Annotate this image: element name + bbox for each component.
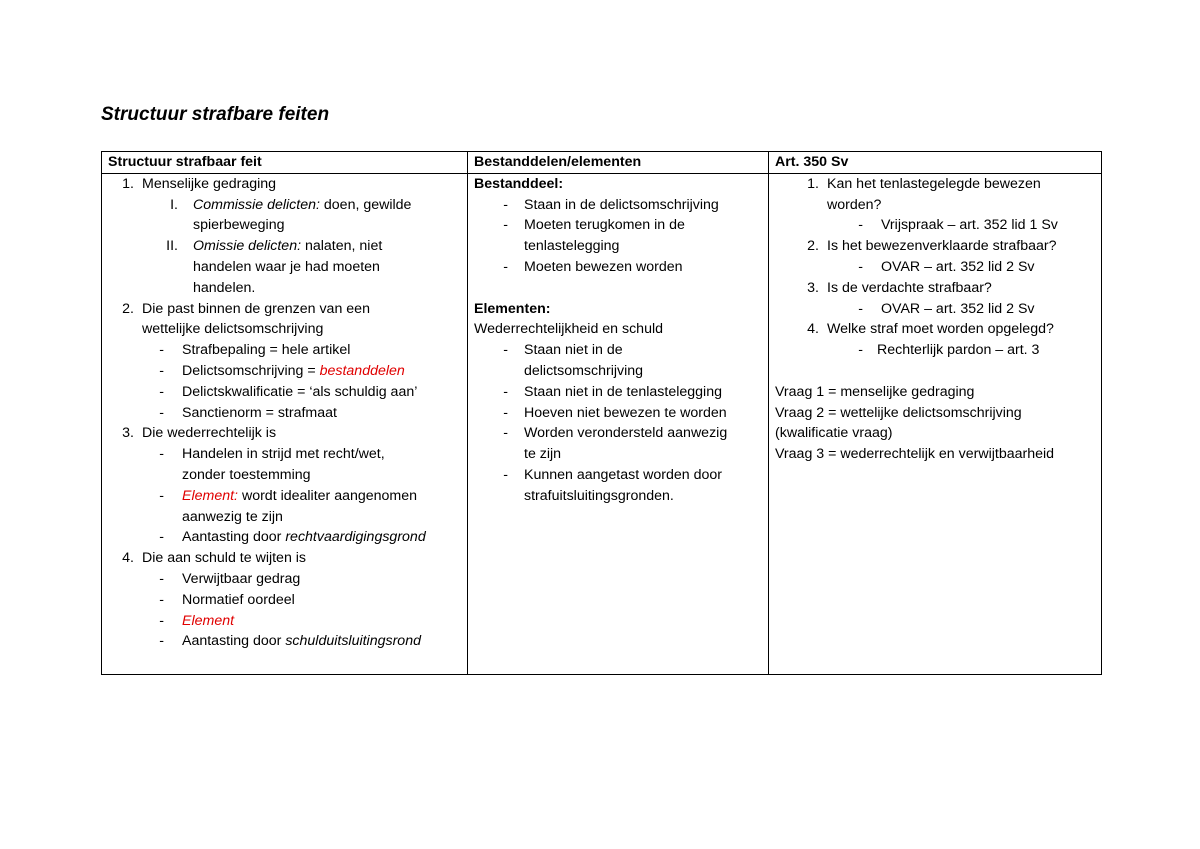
list-item: - OVAR – art. 352 lid 2 Sv <box>858 258 1035 275</box>
note-line: Vraag 1 = menselijke gedraging <box>775 383 975 400</box>
list-item: II. Omissie delicten: nalaten, niet handelen waar je had moeten handelen. <box>166 238 383 296</box>
list-item: - Sanctienorm = strafmaat <box>159 404 337 421</box>
list-item: - Moeten bewezen worden <box>503 258 683 275</box>
header-art350: Art. 350 Sv <box>769 152 1102 174</box>
list-item: - Verwijtbaar gedrag <box>159 570 301 587</box>
header-bestanddelen: Bestanddelen/elementen <box>468 152 769 174</box>
list-item: - Strafbepaling = hele artikel <box>159 342 351 359</box>
list-item: 4. Die aan schuld te wijten is <box>122 550 307 567</box>
note-line: (kwalificatie vraag) <box>775 425 893 442</box>
elementen-subheading: Wederrechtelijkheid en schuld <box>474 321 664 338</box>
list-item: 2. Is het bewezenverklaarde strafbaar? <box>807 238 1057 255</box>
note-line: Vraag 2 = wettelijke delictsomschrijving <box>775 404 1022 421</box>
list-item: - Handelen in strijd met recht/wet, zonder toestemming <box>159 446 385 483</box>
list-item: - Worden verondersteld aanwezig te zijn <box>503 425 728 463</box>
list-item: 1. Kan het tenlastegelegde bewezen worden? <box>807 175 1041 213</box>
list-item: - Delictskwalificatie = ‘als schuldig aan’ <box>159 383 418 400</box>
page-title: Structuur strafbare feiten <box>101 104 330 125</box>
list-item: 4. Welke straf moet worden opgelegd? <box>807 321 1054 338</box>
list-item: 1. Menselijke gedraging <box>122 175 277 192</box>
list-item: 3. Is de verdachte strafbaar? <box>807 279 992 296</box>
header-structuur: Structuur strafbaar feit <box>102 152 468 174</box>
list-item: - Rechterlijk pardon – art. 3 <box>858 342 1040 359</box>
list-item: - Delictsomschrijving = bestanddelen <box>159 362 405 379</box>
list-item: - Aantasting door schulduitsluitingsrond <box>159 633 421 650</box>
bestanddeel-heading: Bestanddeel: <box>474 175 564 192</box>
list-item: - Hoeven niet bewezen te worden <box>503 404 727 421</box>
list-item: - Element: wordt idealiter aangenomen aanwezig te zijn <box>159 487 418 525</box>
list-item: I. Commissie delicten: doen, gewilde spierbeweging <box>170 196 412 234</box>
note-line: Vraag 3 = wederrechtelijk en verwijtbaarheid <box>775 446 1055 463</box>
table-body-row <box>102 173 1102 674</box>
list-item: - Kunnen aangetast worden door strafuitsluitingsgronden. <box>503 466 722 504</box>
structure-table <box>101 151 1102 675</box>
list-item: - Moeten terugkomen in de tenlastelegging <box>503 217 685 255</box>
list-item: - Element <box>159 612 235 629</box>
table-header-row <box>102 152 1102 174</box>
list-item: - Staan niet in de delictsomschrijving <box>503 342 644 379</box>
list-item: - Vrijspraak – art. 352 lid 1 Sv <box>858 217 1058 234</box>
cell-art350 <box>769 173 1102 674</box>
list-item: 2. Die past binnen de grenzen van een wettelijke delictsomschrijving <box>122 300 370 338</box>
list-item: - Aantasting door rechtvaardigingsgrond <box>159 529 426 546</box>
cell-bestanddelen <box>468 173 769 674</box>
list-item: 3. Die wederrechtelijk is <box>122 425 277 442</box>
list-item: - OVAR – art. 352 lid 2 Sv <box>858 300 1035 317</box>
list-item: - Staan in de delictsomschrijving <box>503 196 719 213</box>
list-item: - Staan niet in de tenlastelegging <box>503 383 722 400</box>
elementen-heading: Elementen: <box>474 300 551 317</box>
cell-structuur <box>102 173 468 674</box>
list-item: - Normatief oordeel <box>159 591 295 608</box>
